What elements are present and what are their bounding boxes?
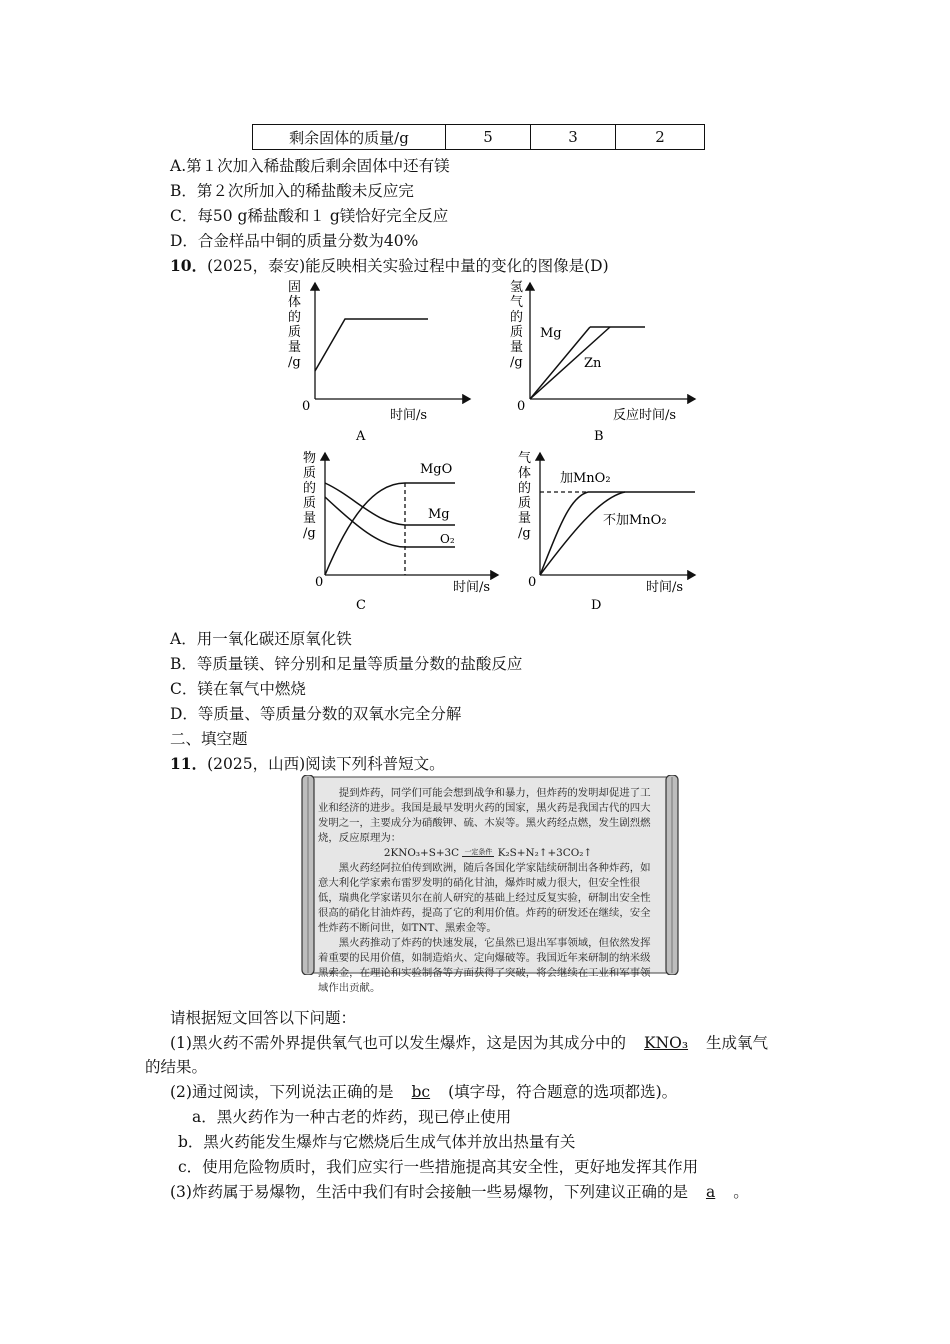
- graph-b: [510, 280, 695, 444]
- graph-c-ylabel-3: 的: [303, 481, 317, 496]
- graph-b-ylabel-2: 气: [510, 295, 524, 310]
- q10-option-b: B．等质量镁、锌分别和足量等质量分数的盐酸反应: [170, 655, 523, 673]
- q9-option-d: D．合金样品中铜的质量分数为40%: [170, 232, 419, 250]
- graph-b-origin: 0: [517, 399, 526, 414]
- science-passage: [318, 786, 658, 996]
- graph-c-ylabel-5: 量: [303, 511, 317, 526]
- question-prompt: 请根据短文回答以下问题：: [170, 1009, 357, 1027]
- data-table: [252, 124, 705, 150]
- graph-c-ylabel-6: /g: [303, 526, 316, 541]
- sub2-option-c: c．使用危险物质时，我们应实行一些措施提高其安全性，更好地发挥其作用: [178, 1158, 699, 1176]
- cell-3: 2: [616, 125, 705, 150]
- graph-a: [288, 280, 470, 444]
- sub-question-3: [170, 1180, 749, 1202]
- graph-a-ylabel-5: 量: [288, 340, 302, 355]
- sub-question-2: [170, 1080, 677, 1102]
- graph-a-ylabel-6: /g: [288, 355, 301, 370]
- reaction-equation: [318, 846, 658, 861]
- graph-c-ylabel-2: 质: [303, 466, 317, 481]
- passage-paragraph-1: 提到炸药，同学们可能会想到战争和暴力，但炸药的发明却促进了工业和经济的进步。我国是最早发明火药的国家，黑火药是我国古代的四大发明之一，主要成分为硝酸钾、硫、木炭等。黑火药经点燃，发生剧烈燃烧，反应原理为：: [318, 787, 651, 844]
- graph-d-label-no-mno2: 不加MnO₂: [603, 513, 667, 528]
- graph-d-no-mno2-curve: [540, 492, 625, 575]
- sub2-option-b: b．黑火药能发生爆炸与它燃烧后生成气体并放出热量有关: [178, 1133, 576, 1151]
- q10-option-c: C．镁在氧气中燃烧: [170, 680, 306, 698]
- sub2-answer: bc: [411, 1083, 431, 1101]
- graph-d-ylabel-1: 气: [518, 451, 532, 466]
- graph-d-ylabel-5: 量: [518, 511, 532, 526]
- graph-a-origin: 0: [302, 399, 311, 414]
- graph-a-ylabel-2: 体: [288, 295, 302, 310]
- graph-b-ylabel-4: 质: [510, 325, 524, 340]
- graph-a-curve: [315, 319, 428, 371]
- graph-b-ylabel-3: 的: [510, 310, 524, 325]
- graph-c-caption: C: [356, 598, 366, 613]
- graph-d-mno2-curve: [540, 492, 588, 575]
- q9-option-b: B．第２次所加入的稀盐酸未反应完: [170, 182, 414, 200]
- q9-option-a: A.第１次加入稀盐酸后剩余固体中还有镁: [170, 157, 450, 175]
- graph-c-label-mg: Mg: [428, 507, 450, 522]
- graph-a-ylabel-3: 的: [288, 310, 302, 325]
- sub3-answer: a: [705, 1183, 716, 1201]
- sub3-text: (3)炸药属于易爆物，生活中我们有时会接触一些易爆物，下列建议正确的是: [170, 1183, 688, 1201]
- sub1-answer: KNO₃: [643, 1034, 689, 1052]
- equation-condition: 一定条件: [464, 848, 493, 856]
- passage-paragraph-3: 黑火药推动了炸药的快速发展，它虽然已退出军事领域，但依然发挥着重要的民用价值，如制造焰火、定向爆破等。我国近年来研制的纳米级黑索金，在理论和实验制备等方面获得了突破，将会继续在工业和军事领域作出贡献。: [318, 937, 651, 994]
- cell-2: 3: [531, 125, 616, 150]
- q11-stem: [170, 752, 445, 774]
- graph-d-ylabel-6: /g: [518, 526, 531, 541]
- graph-d-ylabel-2: 体: [518, 466, 532, 481]
- graph-c-ylabel-1: 物: [303, 451, 317, 466]
- q11-text: (2025，山西)阅读下列科普短文。: [207, 755, 445, 773]
- sub1-continuation: 的结果。: [145, 1058, 208, 1076]
- graph-c-mgo-curve: [325, 483, 455, 575]
- graph-d-ylabel-3: 的: [518, 481, 532, 496]
- sub2-post: (填字母，符合题意的选项都选)。: [448, 1083, 678, 1101]
- sub3-post: 。: [733, 1183, 749, 1201]
- table-row: [253, 125, 705, 150]
- sub2-text: (2)通过阅读，下列说法正确的是: [170, 1083, 394, 1101]
- graph-a-caption: A: [356, 429, 366, 444]
- passage-paragraph-2: 黑火药经阿拉伯传到欧洲，随后各国化学家陆续研制出各种炸药，如意大利化学家索布雷罗发明的硝化甘油，爆炸时威力很大，但安全性很低，瑞典化学家诺贝尔在前人研究的基础上经过反复实验，研制出安全性很高的硝化甘油炸药，提高了它的利用价值。炸药的研发还在继续，安全性炸药不断问世，如TNT、黑索金等。: [318, 862, 651, 934]
- equation-products: K₂S+N₂↑+3CO₂↑: [497, 847, 593, 859]
- sub1-text: (1)黑火药不需外界提供氧气也可以发生爆炸，这是因为其成分中的: [170, 1034, 626, 1052]
- graph-d-caption: D: [591, 598, 602, 613]
- graph-b-ylabel-5: 量: [510, 340, 524, 355]
- graph-d-origin: 0: [528, 575, 537, 590]
- q9-option-c: C．每50 g稀盐酸和１ g镁恰好完全反应: [170, 207, 449, 225]
- graph-b-ylabel-6: /g: [510, 355, 523, 370]
- graph-b-label-zn: Zn: [584, 356, 602, 371]
- q10-stem: [170, 254, 609, 276]
- graph-b-label-mg: Mg: [540, 326, 562, 341]
- graph-d: [518, 451, 695, 613]
- graph-d-label-mno2: 加MnO₂: [560, 471, 611, 486]
- graphs-figure: [270, 275, 730, 615]
- graph-c-ylabel-4: 质: [303, 496, 317, 511]
- q10-number: 10．: [170, 256, 208, 275]
- sub2-option-a: a．黑火药作为一种古老的炸药，现已停止使用: [192, 1108, 512, 1126]
- sub-question-1: [170, 1031, 768, 1053]
- q10-option-d: D．等质量、等质量分数的双氧水完全分解: [170, 705, 462, 723]
- graph-a-ylabel-4: 质: [288, 325, 302, 340]
- graph-d-xlabel: 时间/s: [646, 580, 684, 595]
- graph-a-ylabel-1: 固: [288, 280, 302, 295]
- sub1-post: 生成氧气: [706, 1034, 769, 1052]
- graph-c-origin: 0: [315, 575, 324, 590]
- q11-number: 11．: [170, 754, 208, 773]
- graph-b-caption: B: [594, 429, 604, 444]
- graph-c: [303, 450, 498, 613]
- equation-reactants: 2KNO₃+S+3C: [383, 847, 460, 859]
- graph-c-label-mgo: MgO: [420, 462, 453, 477]
- cell-1: 5: [446, 125, 531, 150]
- row-label: 剩余固体的质量/g: [253, 125, 446, 150]
- graph-b-ylabel-1: 氢: [510, 280, 524, 295]
- q10-text: (2025，泰安)能反映相关实验过程中量的变化的图像是(D): [207, 257, 609, 275]
- graph-c-xlabel: 时间/s: [453, 580, 491, 595]
- graph-b-xlabel: 反应时间/s: [613, 408, 677, 423]
- graph-d-ylabel-4: 质: [518, 496, 532, 511]
- graph-a-xlabel: 时间/s: [390, 408, 428, 423]
- graph-c-label-o2: O₂: [440, 532, 455, 546]
- section-title: 二、填空题: [170, 730, 248, 748]
- q10-option-a: A．用一氧化碳还原氧化铁: [170, 630, 352, 648]
